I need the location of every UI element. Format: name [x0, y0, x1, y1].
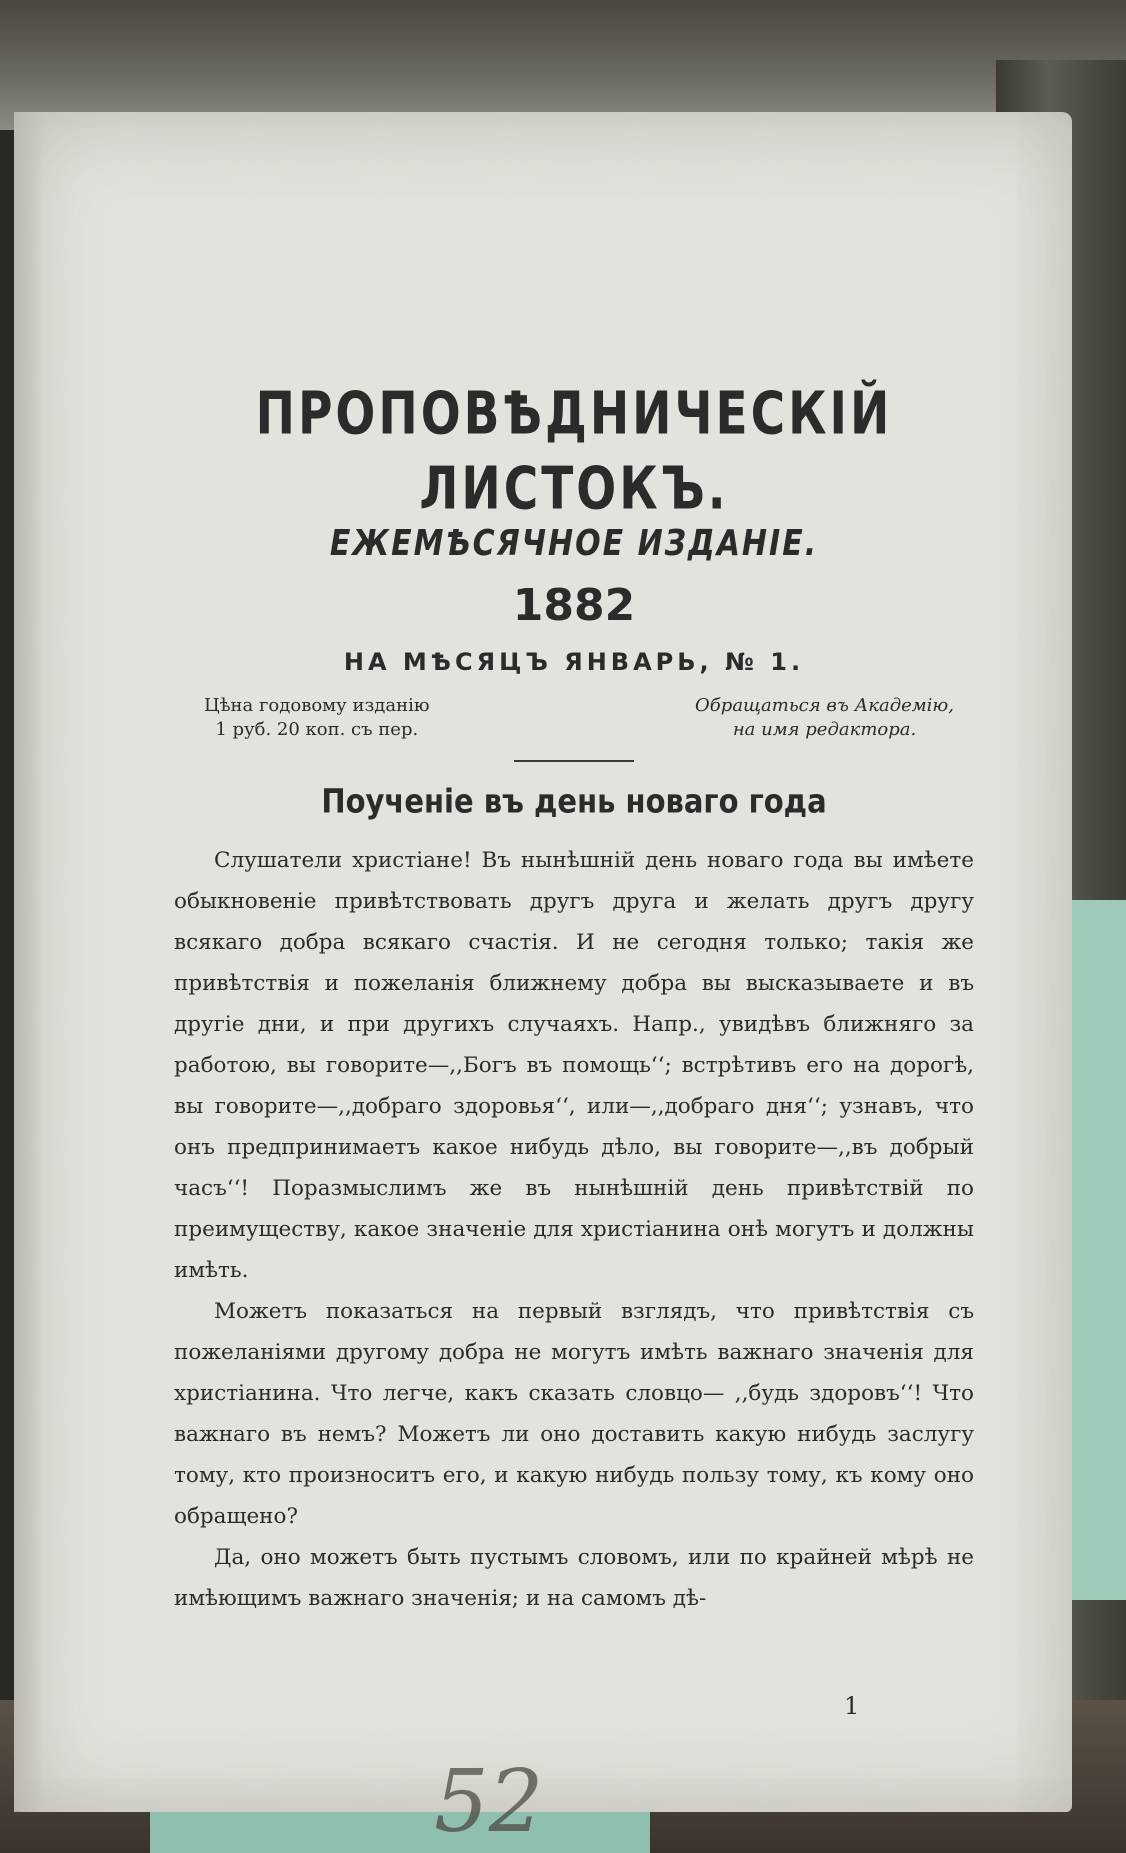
handwritten-pencil-note: 52: [434, 1752, 544, 1852]
publication-title: ПРОПОВѢДНИЧЕСКІЙ ЛИСТОКЪ.: [255, 379, 893, 524]
address-info: [695, 694, 954, 742]
page-number: 1: [844, 1692, 860, 1720]
info-row: [174, 694, 974, 742]
article-body: [174, 840, 974, 1619]
address-line-2: на имя редактора.: [732, 719, 917, 740]
book-page: [14, 112, 1072, 1852]
publication-year: 1882: [512, 580, 636, 631]
page-binding-edge: [14, 112, 44, 1812]
divider-line: [514, 760, 634, 762]
article-paragraph-3: Да, оно можетъ быть пустымъ словомъ, или по крайней мѣрѣ не имѣющимъ важнаго значенія; и на самомъ дѣ-: [174, 1545, 974, 1611]
background-top: [0, 0, 1126, 130]
price-line-1: Цѣна годовому изданію: [204, 695, 430, 716]
article-paragraph-2: Можетъ показаться на первый взглядъ, что привѣтствія съ пожеланіями другому добра не могутъ имѣть важнаго значенія для христіанина. Что легче, какъ сказать словцо— ,,будь здоровъ‘‘! Что важнаго въ немъ? Можетъ ли оно доставить какую нибудь заслугу тому, кто произноситъ его, и какую нибудь пользу тому, къ кому оно обращено?: [174, 1299, 974, 1529]
publication-subtitle: ЕЖЕМѢСЯЧНОЕ ИЗДАНІЕ.: [329, 522, 819, 565]
price-info: [204, 694, 430, 742]
issue-month: НА МѢСЯЦЪ ЯНВАРЬ, № 1.: [343, 648, 805, 676]
address-line-1: Обращаться въ Академію,: [695, 695, 954, 716]
article-heading: Поученіе въ день новаго года: [321, 781, 827, 821]
price-line-2: 1 руб. 20 коп. съ пер.: [215, 719, 419, 740]
page-content: [174, 379, 974, 1619]
article-paragraph-1: Слушатели христіане! Въ нынѣшній день новаго года вы имѣете обыкновеніе привѣтствовать другъ друга и желать другъ другу всякаго добра всякаго счастія. И не сегодня только; такія же привѣтствія и пожеланія ближнему добра вы высказываете и въ другіе дни, и при другихъ случаяхъ. Напр., увидѣвъ ближняго за работою, вы говорите—,,Богъ въ помощь‘‘; встрѣтивъ его на дорогѣ, вы говорите—,,добраго здоровья‘‘, или—,,добраго дня‘‘; узнавъ, что онъ предпринимаетъ какое нибудь дѣло, вы говорите—,,въ добрый часъ‘‘! Поразмыслимъ же въ нынѣшній день привѣтствій по преимуществу, какое значеніе для христіанина онѣ могутъ и должны имѣть.: [174, 848, 974, 1283]
